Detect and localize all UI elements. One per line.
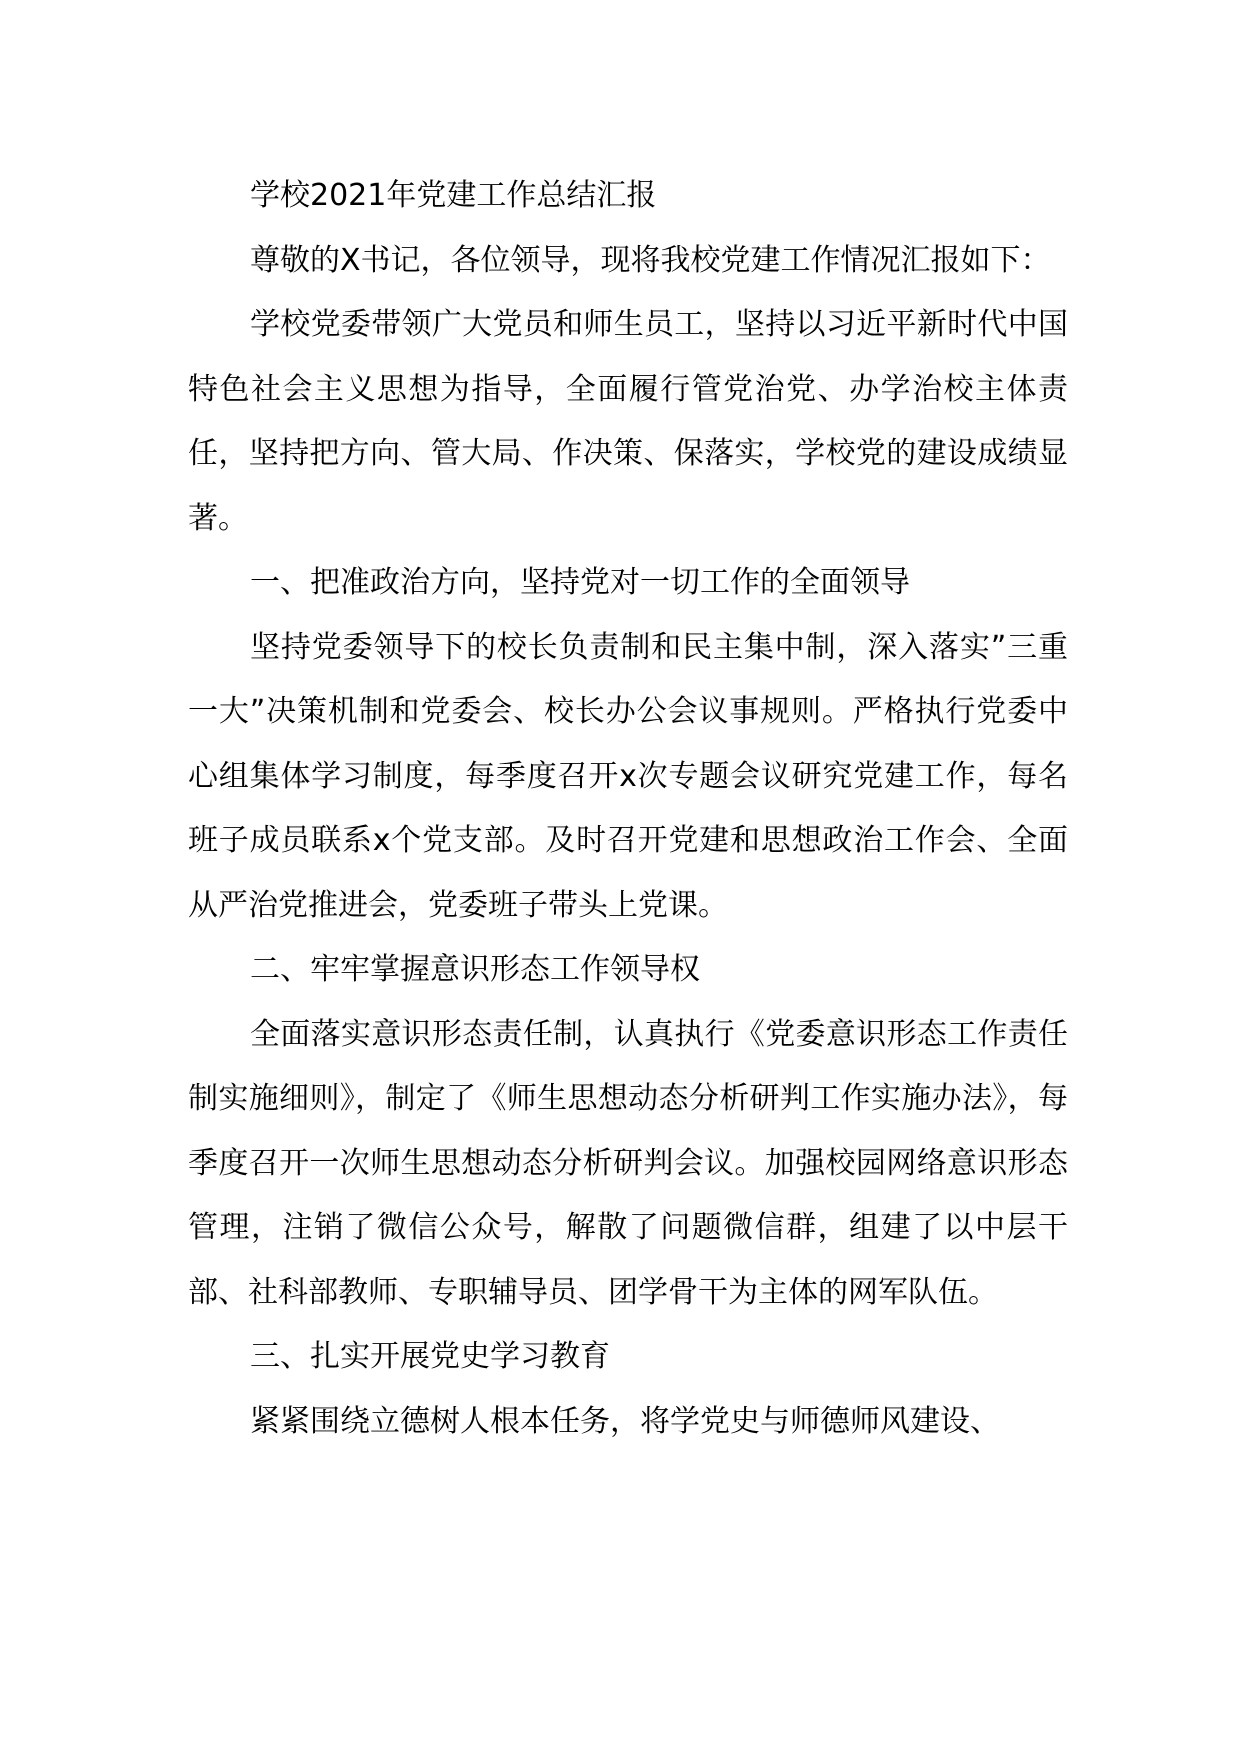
document-body [188,164,1068,1454]
section-2-paragraph: 全面落实意识形态责任制，认真执行《党委意识形态工作责任制实施细则》，制定了《师生思想动态分析研判工作实施办法》，每季度召开一次师生思想动态分析研判会议。加强校园网络意识形态管理，注销了微信公众号，解散了问题微信群，组建了以中层干部、社科部教师、专职辅导员、团学骨干为主体的网军队伍。 [188,1016,1068,1310]
section-heading-2: 二、牢牢掌握意识形态工作领导权 [250,952,700,987]
greeting-paragraph: 尊敬的X书记，各位领导，现将我校党建工作情况汇报如下： [250,242,1051,278]
section-heading-3: 三、扎实开展党史学习教育 [250,1339,610,1374]
section-1-paragraph: 坚持党委领导下的校长负责制和民主集中制，深入落实”三重一大”决策机制和党委会、校长办公会议事规则。严格执行党委中心组集体学习制度，每季度召开x次专题会议研究党建工作，每名班子成员联系x个党支部。及时召开党建和思想政治工作会、全面从严治党推进会，党委班子带头上党课。 [188,629,1068,923]
section-heading-1: 一、把准政治方向，坚持党对一切工作的全面领导 [250,565,910,600]
intro-paragraph: 学校党委带领广大党员和师生员工，坚持以习近平新时代中国特色社会主义思想为指导，全面履行管党治党、办学治校主体责任，坚持把方向、管大局、作决策、保落实，学校党的建设成绩显著。 [188,307,1068,536]
section-3-paragraph: 紧紧围绕立德树人根本任务，将学党史与师德师风建设、 [250,1403,1000,1439]
document-title: 学校2021年党建工作总结汇报 [250,178,657,213]
